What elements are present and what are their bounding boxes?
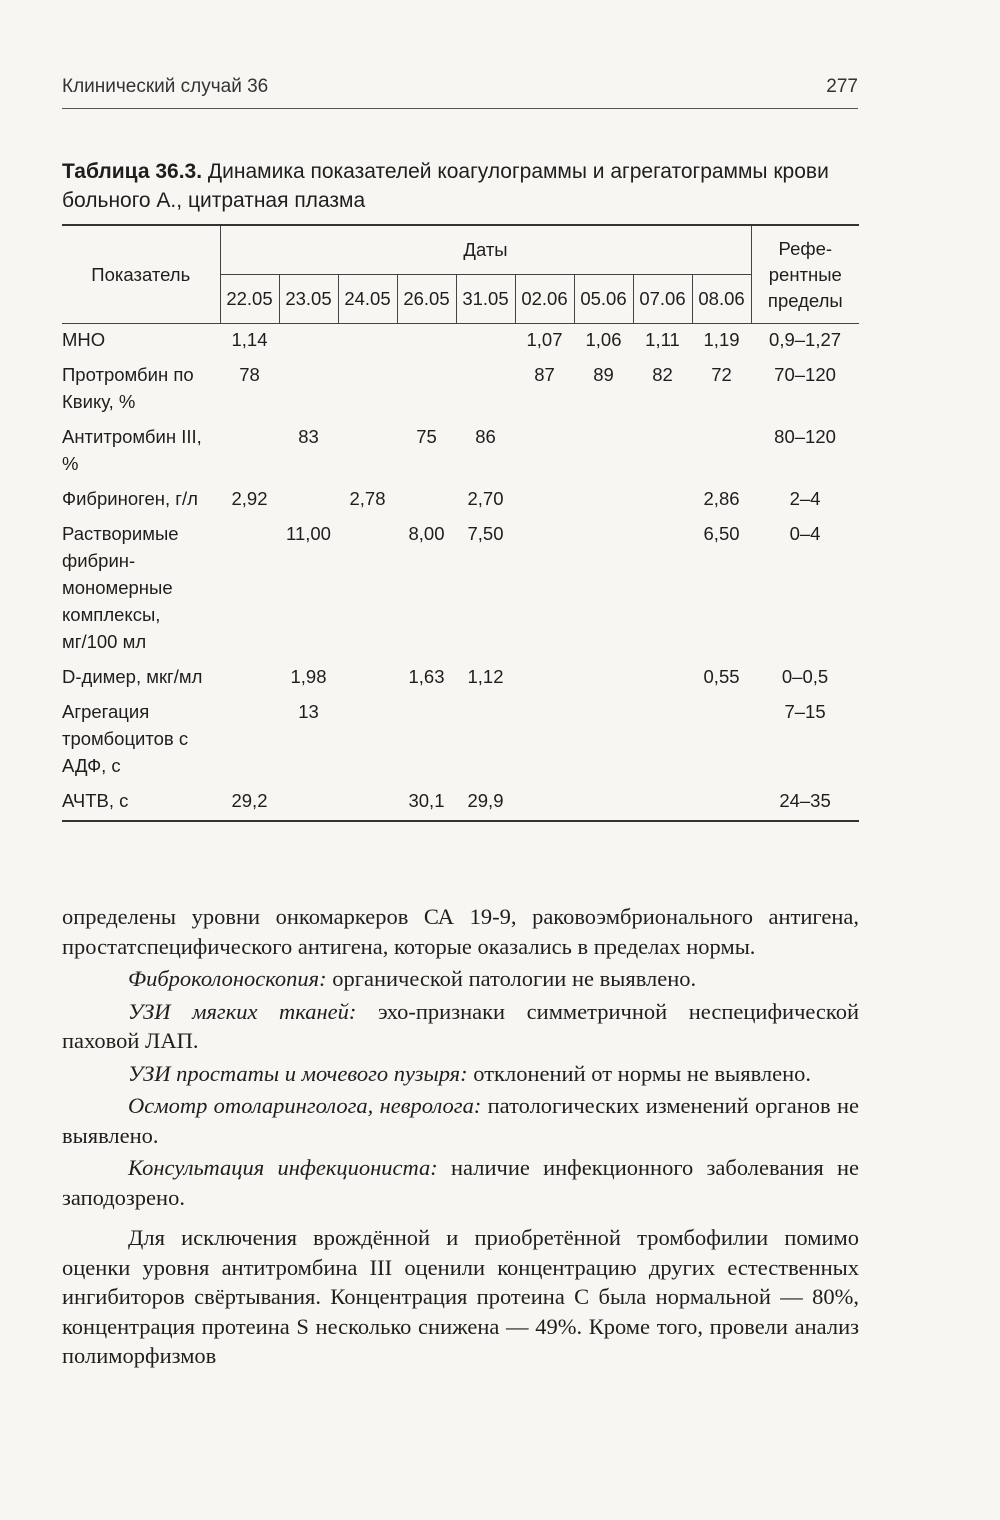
- value-cell: 1,07: [526, 329, 563, 350]
- value-cell: 6,50: [703, 523, 740, 544]
- value-cell: 8,00: [408, 523, 445, 544]
- value-cell: [338, 359, 397, 421]
- soft-tissue-us-label: УЗИ мягких тканей:: [128, 998, 357, 1024]
- infectionist-label: Консультация инфекциониста:: [128, 1155, 438, 1180]
- indicator-cell: МНО: [62, 329, 106, 350]
- value-cell: [338, 785, 397, 821]
- value-cell: [515, 483, 574, 518]
- reference-cell: 0–4: [789, 523, 821, 544]
- colonoscopy-label: Фиброколоноскопия:: [128, 966, 327, 991]
- value-cell: [397, 324, 456, 360]
- value-cell: 83: [298, 426, 319, 447]
- value-cell: [279, 483, 338, 518]
- value-cell: [574, 696, 633, 785]
- value-cell: [338, 421, 397, 483]
- table-row: [62, 518, 859, 661]
- value-cell: 11,00: [286, 523, 331, 544]
- value-cell: [515, 696, 574, 785]
- value-cell: 75: [416, 426, 437, 447]
- value-cell: [220, 421, 279, 483]
- value-cell: [220, 661, 279, 696]
- date-header-cell: 23.05: [279, 275, 338, 324]
- indicator-cell: Фибриноген, г/л: [62, 488, 198, 509]
- table-row: [62, 324, 859, 360]
- value-cell: 2,78: [349, 488, 386, 509]
- indicator-cell: Антитромбин III, %: [62, 426, 202, 474]
- value-cell: [456, 359, 515, 421]
- indicator-cell: D-димер, мкг/мл: [62, 666, 203, 687]
- date-header-cell: 02.06: [515, 275, 574, 324]
- reference-cell: 0,9–1,27: [769, 329, 842, 350]
- value-cell: [456, 696, 515, 785]
- value-cell: 86: [475, 426, 496, 447]
- value-cell: [515, 421, 574, 483]
- coagulogram-table: [62, 224, 859, 822]
- value-cell: 29,9: [456, 785, 515, 821]
- soft-tissue-us-text: эхо-признаки симметричной неспецифической паховой ЛАП.: [62, 998, 860, 1053]
- value-cell: [515, 518, 574, 661]
- paragraph-colonoscopy: [62, 964, 859, 994]
- value-cell: [633, 483, 692, 518]
- date-header-cell: 08.06: [692, 275, 751, 324]
- value-cell: [633, 661, 692, 696]
- value-cell: 87: [534, 364, 555, 385]
- reference-header: [751, 225, 859, 324]
- value-cell: [456, 324, 515, 360]
- value-cell: [574, 518, 633, 661]
- value-cell: 1,12: [467, 666, 504, 687]
- value-cell: [633, 785, 692, 821]
- running-title: Клинический случай 36: [62, 76, 269, 97]
- value-cell: [692, 696, 751, 785]
- reference-cell: 7–15: [784, 701, 826, 722]
- paragraph-ent-neuro: [62, 1091, 859, 1150]
- date-header-cell: 31.05: [456, 275, 515, 324]
- value-cell: 1,63: [408, 666, 445, 687]
- value-cell: 30,1: [397, 785, 456, 821]
- value-cell: 1,19: [703, 329, 740, 350]
- value-cell: 82: [652, 364, 673, 385]
- page-header: [62, 72, 858, 109]
- body-text: [62, 902, 859, 1371]
- table-row: [62, 483, 859, 518]
- value-cell: 1,06: [585, 329, 622, 350]
- indicator-cell: Растворимые фибрин-мономерные комплексы, мг/100 мл: [62, 523, 179, 652]
- value-cell: 13: [298, 701, 319, 722]
- date-header-cell: 26.05: [397, 275, 456, 324]
- value-cell: [338, 661, 397, 696]
- paragraph-infectionist: [62, 1153, 859, 1212]
- page-number: 277: [826, 76, 858, 97]
- table-row: [62, 785, 859, 821]
- value-cell: [397, 359, 456, 421]
- value-cell: [692, 421, 751, 483]
- table-row: [62, 696, 859, 785]
- date-header-cell: 24.05: [338, 275, 397, 324]
- value-cell: [574, 661, 633, 696]
- value-cell: [692, 785, 751, 821]
- reference-cell: 24–35: [751, 785, 859, 821]
- paragraph-prostate-us: [62, 1059, 859, 1089]
- value-cell: 78: [239, 364, 260, 385]
- date-header-cell: 05.06: [574, 275, 633, 324]
- prostate-us-label: УЗИ простаты и мочевого пузыря:: [128, 1060, 468, 1086]
- value-cell: [574, 483, 633, 518]
- reference-cell: 80–120: [774, 426, 836, 447]
- table-row: [62, 661, 859, 696]
- reference-header-text: Рефе- рентные пределы: [767, 237, 843, 311]
- indicator-cell: Агрегация тромбоцитов с АДФ, с: [62, 701, 189, 776]
- paragraph-oncomarkers: определены уровни онкомаркеров СА 19-9, раковоэмбрионального антигена, простатспецифического антигена, которые оказались в пределах нормы.: [62, 904, 859, 959]
- value-cell: [220, 696, 279, 785]
- value-cell: [338, 324, 397, 360]
- value-cell: [633, 421, 692, 483]
- dates-header: Даты: [220, 225, 751, 275]
- value-cell: [338, 518, 397, 661]
- value-cell: [515, 785, 574, 821]
- indicator-cell: АЧТВ, с: [62, 785, 220, 821]
- indicator-cell: Протромбин по Квику, %: [62, 364, 194, 412]
- table-row: [62, 421, 859, 483]
- indicator-header: Показатель: [62, 225, 220, 324]
- value-cell: [397, 483, 456, 518]
- infectionist-text: наличие инфекционного заболевания не заподозрено.: [62, 1155, 860, 1210]
- value-cell: 7,50: [467, 523, 504, 544]
- value-cell: [574, 421, 633, 483]
- ent-neuro-label: Осмотр отоларинголога, невролога:: [128, 1093, 482, 1118]
- colonoscopy-text: органической патологии не выявлено.: [326, 966, 697, 991]
- date-header-cell: 07.06: [633, 275, 692, 324]
- value-cell: 1,11: [645, 329, 680, 350]
- table-caption: [62, 157, 862, 215]
- table-row: [62, 359, 859, 421]
- value-cell: [633, 518, 692, 661]
- value-cell: 2,86: [703, 488, 740, 509]
- table-caption-label: Таблица 36.3.: [62, 160, 203, 183]
- value-cell: 2,92: [231, 488, 268, 509]
- value-cell: [220, 518, 279, 661]
- prostate-us-text: отклонений от нормы не выявлено.: [467, 1060, 812, 1086]
- value-cell: [515, 661, 574, 696]
- value-cell: [279, 785, 338, 821]
- value-cell: 29,2: [220, 785, 279, 821]
- paragraph-soft-tissue-us: [62, 997, 859, 1056]
- value-cell: 1,14: [231, 329, 268, 350]
- table-caption-text: Динамика показателей коагулограммы и агрегатограммы крови больного А., цитратная плазма: [62, 160, 829, 212]
- reference-cell: 2–4: [789, 488, 821, 509]
- value-cell: 0,55: [703, 666, 740, 687]
- value-cell: 89: [593, 364, 614, 385]
- date-header-cell: 22.05: [220, 275, 279, 324]
- value-cell: 2,70: [467, 488, 504, 509]
- value-cell: [633, 696, 692, 785]
- value-cell: [574, 785, 633, 821]
- value-cell: 72: [711, 364, 732, 385]
- value-cell: 1,98: [290, 666, 327, 687]
- reference-cell: 0–0,5: [781, 666, 829, 687]
- ent-neuro-text: патологических изменений органов не выявлено.: [62, 1093, 859, 1148]
- value-cell: [279, 359, 338, 421]
- reference-cell: 70–120: [774, 364, 836, 385]
- value-cell: [397, 696, 456, 785]
- value-cell: [338, 696, 397, 785]
- value-cell: [279, 324, 338, 360]
- paragraph-thrombophilia: Для исключения врождённой и приобретённой тромбофилии помимо оценки уровня антитромбина III оценили концентрацию других естественных ингибиторов свёртывания. Концентрация протеина С была нормальной — 80%, концентрация протеина S несколько снижена — 49%. Кроме того, провели анализ полиморфизмов: [62, 1225, 859, 1368]
